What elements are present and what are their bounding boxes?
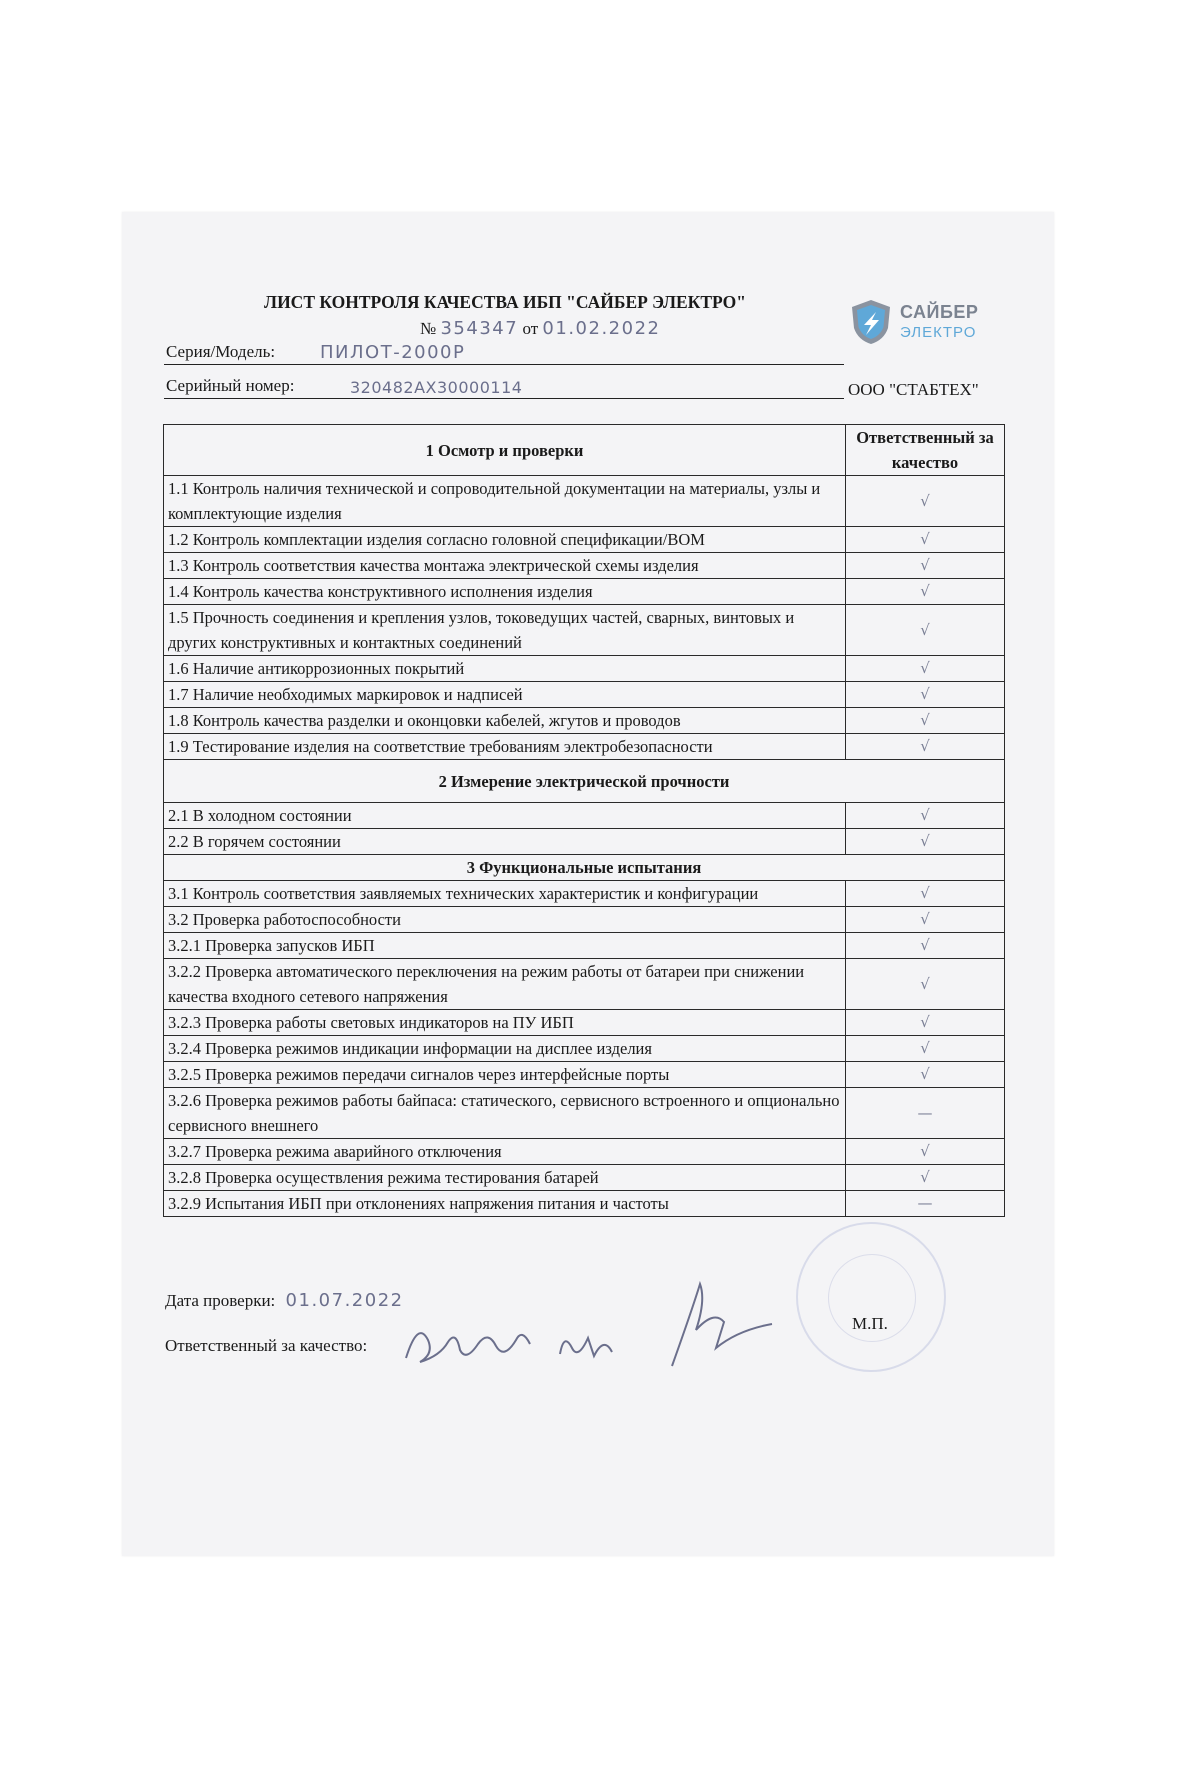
check-item-label: 3.2.5 Проверка режимов передачи сигналов через интерфейсные порты	[164, 1062, 846, 1088]
table-row	[164, 734, 1005, 760]
check-mark-icon: √	[846, 708, 1005, 734]
model-value: ПИЛОТ-2000Р	[320, 342, 466, 363]
check-mark-icon: √	[846, 1036, 1005, 1062]
table-row	[164, 656, 1005, 682]
serial-field	[164, 374, 844, 399]
check-date-label: Дата проверки:	[165, 1291, 276, 1310]
check-item-label: 2.1 В холодном состоянии	[164, 803, 846, 829]
check-mark-icon: √	[846, 476, 1005, 527]
check-item-label: 1.1 Контроль наличия технической и сопроводительной документации на материалы, узлы и комплектующие изделия	[164, 476, 846, 527]
check-item-label: 3.1 Контроль соответствия заявляемых технических характеристик и конфигурации	[164, 881, 846, 907]
check-mark-icon: √	[846, 1139, 1005, 1165]
table-row	[164, 1191, 1005, 1217]
document-number: 354347	[440, 318, 519, 339]
logo-text-line1: САЙБЕР	[900, 302, 979, 322]
table-row	[164, 1062, 1005, 1088]
check-mark-icon: √	[846, 1165, 1005, 1191]
table-row	[164, 1088, 1005, 1139]
table-row	[164, 1010, 1005, 1036]
check-mark-icon: √	[846, 803, 1005, 829]
table-row	[164, 959, 1005, 1010]
section-header	[164, 855, 1005, 881]
document-title: ЛИСТ КОНТРОЛЯ КАЧЕСТВА ИБП "САЙБЕР ЭЛЕКТРО"	[264, 292, 746, 312]
check-mark-icon: √	[846, 1062, 1005, 1088]
check-item-label: 1.8 Контроль качества разделки и оконцовки кабелей, жгутов и проводов	[164, 708, 846, 734]
check-item-label: 1.9 Тестирование изделия на соответствие требованиям электробезопасности	[164, 734, 846, 760]
date-prefix: от	[522, 319, 539, 338]
table-row	[164, 829, 1005, 855]
check-mark-icon: √	[846, 605, 1005, 656]
table-row	[164, 907, 1005, 933]
section-title: 3 Функциональные испытания	[164, 855, 1005, 881]
check-item-label: 3.2 Проверка работоспособности	[164, 907, 846, 933]
serial-value: 320482AX30000114	[350, 378, 523, 397]
organization-name: ООО "СТАБТЕХ"	[848, 380, 979, 399]
number-prefix: №	[420, 319, 437, 338]
table-row	[164, 933, 1005, 959]
document-date: 01.02.2022	[542, 318, 661, 339]
check-mark-icon: √	[846, 553, 1005, 579]
check-item-label: 3.2.9 Испытания ИБП при отклонениях напряжения питания и частоты	[164, 1191, 846, 1217]
table-row	[164, 553, 1005, 579]
check-mark-icon: √	[846, 829, 1005, 855]
section-1-header	[164, 425, 1005, 476]
check-item-label: 3.2.6 Проверка режимов работы байпаса: статического, сервисного встроенного и опционально сервисного внешнего	[164, 1088, 846, 1139]
table-row	[164, 476, 1005, 527]
responsible-label: Ответственный за качество:	[165, 1336, 368, 1355]
handwritten-signature	[400, 1270, 780, 1380]
check-item-label: 3.2.7 Проверка режима аварийного отключения	[164, 1139, 846, 1165]
table-row	[164, 682, 1005, 708]
check-mark-icon: √	[846, 579, 1005, 605]
table-row	[164, 605, 1005, 656]
table-row	[164, 1036, 1005, 1062]
quality-control-table	[163, 424, 1005, 1217]
check-item-label: 1.7 Наличие необходимых маркировок и надписей	[164, 682, 846, 708]
table-row	[164, 1165, 1005, 1191]
section-title: 1 Осмотр и проверки	[164, 425, 846, 476]
table-row	[164, 1139, 1005, 1165]
document-number-line	[420, 318, 660, 339]
table-row	[164, 881, 1005, 907]
check-mark-icon: √	[846, 682, 1005, 708]
section-header	[164, 760, 1005, 803]
serial-label: Серийный номер:	[166, 376, 295, 395]
check-date-value: 01.07.2022	[285, 1290, 404, 1311]
logo-text-line2: ЭЛЕКТРО	[900, 324, 977, 341]
table-row	[164, 708, 1005, 734]
check-item-label: 1.6 Наличие антикоррозионных покрытий	[164, 656, 846, 682]
check-item-label: 1.4 Контроль качества конструктивного исполнения изделия	[164, 579, 846, 605]
check-mark-icon: √	[846, 881, 1005, 907]
check-item-label: 2.2 В горячем состоянии	[164, 829, 846, 855]
check-mark-icon: √	[846, 959, 1005, 1010]
check-item-label: 3.2.1 Проверка запусков ИБП	[164, 933, 846, 959]
check-item-label: 1.3 Контроль соответствия качества монтажа электрической схемы изделия	[164, 553, 846, 579]
company-logo	[848, 298, 1008, 350]
dash-mark: —	[846, 1088, 1005, 1139]
check-mark-icon: √	[846, 1010, 1005, 1036]
responsible-line	[165, 1336, 367, 1356]
table-row	[164, 579, 1005, 605]
check-item-label: 3.2.2 Проверка автоматического переключения на режим работы от батареи при снижении качества входного сетевого напряжения	[164, 959, 846, 1010]
table-row	[164, 803, 1005, 829]
section-title: 2 Измерение электрической прочности	[164, 760, 1005, 803]
table-row	[164, 527, 1005, 553]
responsible-column-header: Ответственный за качество	[846, 425, 1005, 476]
model-label: Серия/Модель:	[166, 342, 276, 361]
check-mark-icon: √	[846, 907, 1005, 933]
model-field	[164, 340, 844, 365]
check-item-label: 3.2.8 Проверка осуществления режима тестирования батарей	[164, 1165, 846, 1191]
check-item-label: 1.2 Контроль комплектации изделия согласно головной спецификации/BOM	[164, 527, 846, 553]
check-mark-icon: √	[846, 527, 1005, 553]
logo-shield-icon	[848, 298, 894, 346]
dash-mark: —	[846, 1191, 1005, 1217]
check-mark-icon: √	[846, 656, 1005, 682]
check-item-label: 3.2.4 Проверка режимов индикации информации на дисплее изделия	[164, 1036, 846, 1062]
check-date-line	[165, 1290, 404, 1311]
company-stamp	[796, 1222, 946, 1372]
check-mark-icon: √	[846, 734, 1005, 760]
check-item-label: 3.2.3 Проверка работы световых индикаторов на ПУ ИБП	[164, 1010, 846, 1036]
check-mark-icon: √	[846, 933, 1005, 959]
check-item-label: 1.5 Прочность соединения и крепления узлов, токоведущих частей, сварных, винтовых и других конструктивных и контактных соединений	[164, 605, 846, 656]
stamp-placeholder-label: М.П.	[852, 1314, 888, 1333]
